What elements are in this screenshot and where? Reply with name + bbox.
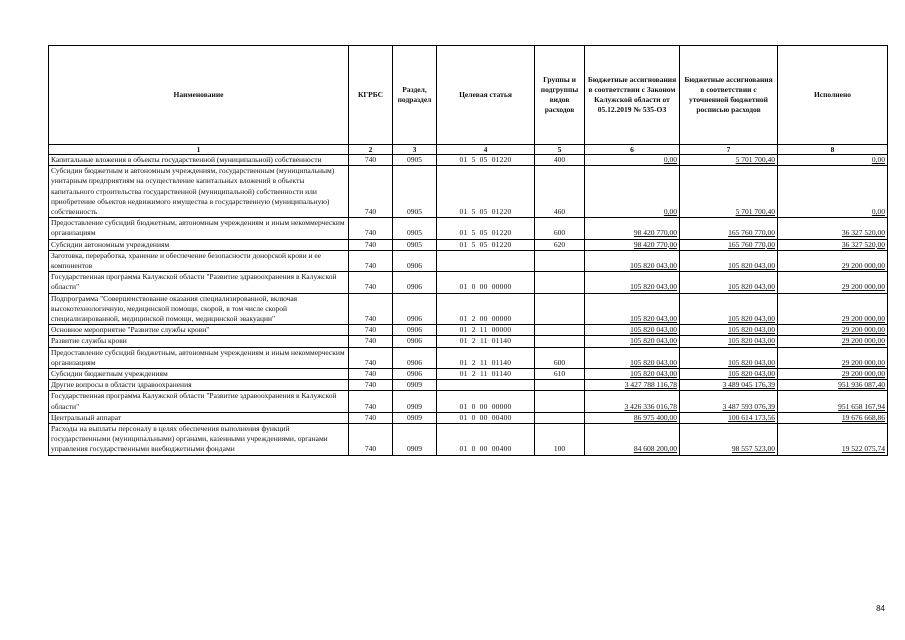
cell-executed: 29 200 000,00 xyxy=(778,293,888,325)
cell-group xyxy=(535,325,585,336)
cell-kgrbs: 740 xyxy=(349,424,393,456)
cell-target: 01 0 00 00400 xyxy=(437,412,535,423)
header-executed: Исполнено xyxy=(778,46,888,145)
cell-section: 0906 xyxy=(393,347,437,368)
cell-law: 105 820 043,00 xyxy=(585,325,680,336)
cell-refined: 105 820 043,00 xyxy=(680,336,778,347)
table-row xyxy=(49,166,888,218)
cell-refined: 105 820 043,00 xyxy=(680,293,778,325)
table-row xyxy=(49,424,888,456)
cell-refined: 5 701 700,40 xyxy=(680,166,778,218)
cell-section: 0906 xyxy=(393,293,437,325)
cell-group: 400 xyxy=(535,155,585,166)
cell-section: 0905 xyxy=(393,155,437,166)
cell-refined: 3 489 045 176,39 xyxy=(680,380,778,391)
header-law: Бюджетные ассигнования в соответствии с Законом Калужской области от 05.12.2019 № 535-ОЗ xyxy=(585,46,680,145)
cell-name: Государственная программа Калужской области "Развитие здравоохранения в Калужской области" xyxy=(49,391,349,412)
cell-section: 0906 xyxy=(393,325,437,336)
cell-target: 01 2 11 01140 xyxy=(437,369,535,380)
cell-executed: 29 200 000,00 xyxy=(778,250,888,271)
cell-name: Основное мероприятие "Развитие службы крови" xyxy=(49,325,349,336)
table-row xyxy=(49,272,888,293)
cell-target: 01 5 05 01220 xyxy=(437,218,535,239)
cell-law: 105 820 043,00 xyxy=(585,347,680,368)
cell-section: 0909 xyxy=(393,424,437,456)
cell-group xyxy=(535,293,585,325)
cell-name: Центральный аппарат xyxy=(49,412,349,423)
cell-executed: 29 200 000,00 xyxy=(778,336,888,347)
cell-section: 0906 xyxy=(393,250,437,271)
cell-law: 105 820 043,00 xyxy=(585,272,680,293)
cell-law: 84 608 200,00 xyxy=(585,424,680,456)
cell-executed: 0,00 xyxy=(778,155,888,166)
cell-law: 86 975 400,00 xyxy=(585,412,680,423)
cell-name: Субсидии автономным учреждениям xyxy=(49,239,349,250)
cell-group: 100 xyxy=(535,424,585,456)
cell-refined: 3 487 593 076,39 xyxy=(680,391,778,412)
cell-group xyxy=(535,380,585,391)
cell-kgrbs: 740 xyxy=(349,336,393,347)
cell-executed: 19 522 075,74 xyxy=(778,424,888,456)
cell-group xyxy=(535,250,585,271)
header-target: Целевая статья xyxy=(437,46,535,145)
cell-refined: 105 820 043,00 xyxy=(680,347,778,368)
cell-section: 0905 xyxy=(393,166,437,218)
cell-name: Предоставление субсидий бюджетным, автономным учреждениям и иным некоммерческим организациям xyxy=(49,218,349,239)
cell-kgrbs: 740 xyxy=(349,272,393,293)
cell-group xyxy=(535,391,585,412)
cell-target: 01 0 00 00000 xyxy=(437,391,535,412)
cell-law: 105 820 043,00 xyxy=(585,369,680,380)
table-row xyxy=(49,412,888,423)
cell-refined: 165 760 770,00 xyxy=(680,239,778,250)
cell-executed: 951 936 087,40 xyxy=(778,380,888,391)
table-row xyxy=(49,380,888,391)
cell-target: 01 5 05 01220 xyxy=(437,166,535,218)
cell-kgrbs: 740 xyxy=(349,369,393,380)
table-row xyxy=(49,239,888,250)
header-name: Наименование xyxy=(49,46,349,145)
cell-group: 600 xyxy=(535,218,585,239)
table-row xyxy=(49,293,888,325)
cell-executed: 36 327 520,00 xyxy=(778,218,888,239)
cell-refined: 105 820 043,00 xyxy=(680,369,778,380)
cell-refined: 5 701 700,40 xyxy=(680,155,778,166)
page-number: 84 xyxy=(876,604,885,613)
cell-group: 620 xyxy=(535,239,585,250)
cell-executed: 29 200 000,00 xyxy=(778,347,888,368)
column-number: 6 xyxy=(585,145,680,155)
column-number: 5 xyxy=(535,145,585,155)
cell-law: 0,00 xyxy=(585,155,680,166)
cell-kgrbs: 740 xyxy=(349,325,393,336)
cell-refined: 100 614 173,56 xyxy=(680,412,778,423)
cell-kgrbs: 740 xyxy=(349,391,393,412)
cell-section: 0905 xyxy=(393,239,437,250)
cell-kgrbs: 740 xyxy=(349,293,393,325)
cell-law: 105 820 043,00 xyxy=(585,250,680,271)
cell-group xyxy=(535,336,585,347)
cell-executed: 29 200 000,00 xyxy=(778,272,888,293)
header-refined: Бюджетные ассигнования в соответствии с уточненной бюджетной росписью расходов xyxy=(680,46,778,145)
table-row xyxy=(49,369,888,380)
cell-refined: 105 820 043,00 xyxy=(680,325,778,336)
cell-name: Расходы на выплаты персоналу в целях обеспечения выполнения функций государственными (муниципальными) органами, казенными учреждениями, органами управления государственными внебюджетными фондами xyxy=(49,424,349,456)
cell-section: 0909 xyxy=(393,412,437,423)
table-body xyxy=(49,155,888,456)
cell-law: 98 420 770,00 xyxy=(585,218,680,239)
cell-law: 3 427 788 116,78 xyxy=(585,380,680,391)
table-row xyxy=(49,325,888,336)
cell-executed: 36 327 520,00 xyxy=(778,239,888,250)
table-row xyxy=(49,218,888,239)
cell-kgrbs: 740 xyxy=(349,412,393,423)
table-row xyxy=(49,250,888,271)
cell-target: 01 2 11 01140 xyxy=(437,347,535,368)
cell-name: Подпрограмма "Совершенствование оказания специализированной, включая высокотехнологичную, медицинской помощи, скорой, в том числе скорой специализированной, медицинской помощи, медицинской эвакуации" xyxy=(49,293,349,325)
cell-kgrbs: 740 xyxy=(349,155,393,166)
header-section: Раздел, подраздел xyxy=(393,46,437,145)
cell-kgrbs: 740 xyxy=(349,380,393,391)
cell-target: 01 0 00 00400 xyxy=(437,424,535,456)
cell-target: 01 2 00 00000 xyxy=(437,293,535,325)
cell-executed: 951 658 167,94 xyxy=(778,391,888,412)
page-top-edge xyxy=(0,8,905,9)
column-number: 1 xyxy=(49,145,349,155)
cell-group: 460 xyxy=(535,166,585,218)
column-number: 4 xyxy=(437,145,535,155)
cell-refined: 98 557 523,00 xyxy=(680,424,778,456)
cell-group xyxy=(535,412,585,423)
table-row xyxy=(49,347,888,368)
cell-executed: 29 200 000,00 xyxy=(778,369,888,380)
cell-law: 105 820 043,00 xyxy=(585,293,680,325)
cell-executed: 19 676 668,86 xyxy=(778,412,888,423)
cell-target: 01 0 00 00000 xyxy=(437,272,535,293)
cell-name: Предоставление субсидий бюджетным, автономным учреждениям и иным некоммерческим организациям xyxy=(49,347,349,368)
cell-name: Капитальные вложения в объекты государственной (муниципальной) собственности xyxy=(49,155,349,166)
cell-kgrbs: 740 xyxy=(349,250,393,271)
header-row xyxy=(49,46,888,145)
cell-kgrbs: 740 xyxy=(349,166,393,218)
cell-kgrbs: 740 xyxy=(349,218,393,239)
cell-group xyxy=(535,272,585,293)
cell-name: Субсидии бюджетным учреждениям xyxy=(49,369,349,380)
cell-target xyxy=(437,380,535,391)
header-group: Группы и подгруппы видов расходов xyxy=(535,46,585,145)
cell-refined: 105 820 043,00 xyxy=(680,250,778,271)
cell-name: Развитие службы крови xyxy=(49,336,349,347)
cell-target: 01 2 11 01140 xyxy=(437,336,535,347)
cell-kgrbs: 740 xyxy=(349,239,393,250)
cell-name: Государственная программа Калужской области "Развитие здравоохранения в Калужской области" xyxy=(49,272,349,293)
cell-target xyxy=(437,250,535,271)
cell-section: 0906 xyxy=(393,336,437,347)
cell-target: 01 5 05 01220 xyxy=(437,155,535,166)
cell-group: 610 xyxy=(535,369,585,380)
header-kgrbs: КГРБС xyxy=(349,46,393,145)
column-number: 7 xyxy=(680,145,778,155)
cell-refined: 105 820 043,00 xyxy=(680,272,778,293)
cell-law: 105 820 043,00 xyxy=(585,336,680,347)
cell-target: 01 5 05 01220 xyxy=(437,239,535,250)
cell-law: 98 420 770,00 xyxy=(585,239,680,250)
table-row xyxy=(49,155,888,166)
column-number: 8 xyxy=(778,145,888,155)
cell-law: 0,00 xyxy=(585,166,680,218)
cell-section: 0905 xyxy=(393,218,437,239)
cell-name: Заготовка, переработка, хранение и обеспечение безопасности донорской крови и ее компонентов xyxy=(49,250,349,271)
table-row xyxy=(49,336,888,347)
cell-section: 0909 xyxy=(393,380,437,391)
column-number: 3 xyxy=(393,145,437,155)
column-number: 2 xyxy=(349,145,393,155)
cell-kgrbs: 740 xyxy=(349,347,393,368)
cell-target: 01 2 11 00000 xyxy=(437,325,535,336)
cell-name: Субсидии бюджетным и автономным учреждениям, государственным (муниципальным) унитарным предприятиям на осуществление капитальных вложений в объекты капитального строительства государственной (муниципальной) собственности или приобретение объектов недвижимого имущества в государственную (муниципальную) собственность xyxy=(49,166,349,218)
table-row xyxy=(49,391,888,412)
cell-executed: 0,00 xyxy=(778,166,888,218)
cell-name: Другие вопросы в области здравоохранения xyxy=(49,380,349,391)
cell-executed: 29 200 000,00 xyxy=(778,325,888,336)
column-number-row xyxy=(49,145,888,155)
budget-table xyxy=(48,45,888,456)
cell-refined: 165 760 770,00 xyxy=(680,218,778,239)
cell-section: 0906 xyxy=(393,272,437,293)
cell-law: 3 426 336 016,78 xyxy=(585,391,680,412)
cell-section: 0909 xyxy=(393,391,437,412)
cell-group: 600 xyxy=(535,347,585,368)
cell-section: 0906 xyxy=(393,369,437,380)
